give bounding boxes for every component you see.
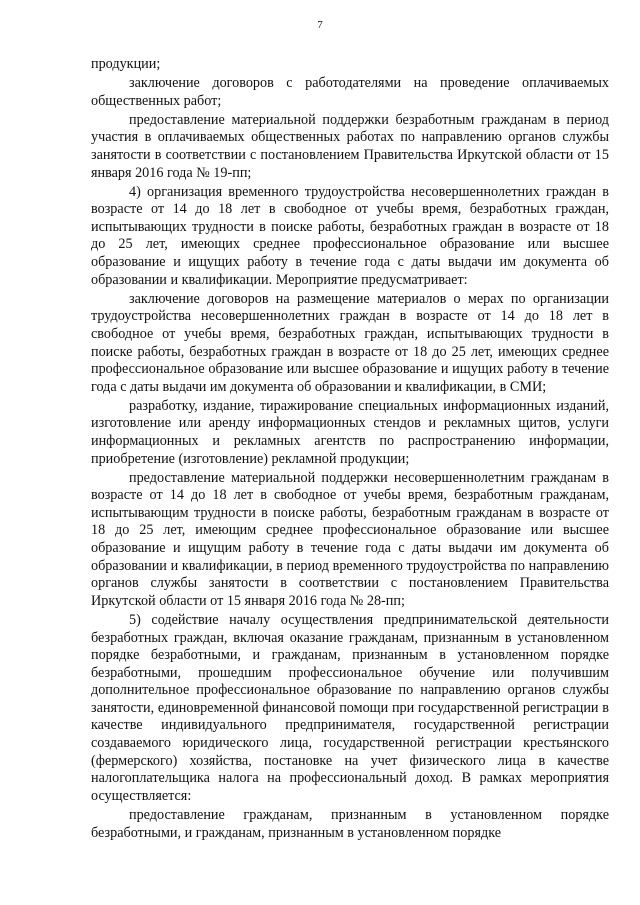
paragraph-products-end: продукции; bbox=[91, 56, 161, 72]
paragraph-material-support-public-works: предоставление материальной поддержки безработным гражданам в период участия в оплачиваемых общественных работах по направлению органов службы занятости в соответствии с постановлением Правительства Иркутской области от 15 января 2016 года № 19-пп; bbox=[91, 111, 609, 181]
paragraph-item-4-temporary-employment: 4) организация временного трудоустройства несовершеннолетних граждан в возрасте от 14 до 18 лет в свободное от учебы время, безработных граждан, испытывающих трудности в поиске работы, безработных граждан в возрасте от 18 до 25 лет, имеющих среднее профессиональное образование или высшее образование и ищущих работу в течение года с даты выдачи им документа об образовании и квалификации. Мероприятие предусматривает: bbox=[91, 183, 609, 288]
document-body bbox=[91, 56, 609, 844]
paragraph-item-5-entrepreneurship: 5) содействие началу осуществления предпринимательской деятельности безработных граждан, включая оказание гражданам, признанным в установленном порядке безработными, и гражданам, признанным в установленном порядке безработными, прошедшим профессиональное обучение или получившим дополнительное профессиональное образование по направлению органов службы занятости, единовременной финансовой помощи при государственной регистрации в качестве индивидуального предпринимателя, государственной регистрации создаваемого юридического лица, государственной регистрации крестьянского (фермерского) хозяйства, постановке на учет физического лица в качестве налогоплательщика налога на профессиональный доход. В рамках мероприятия осуществляется: bbox=[91, 611, 609, 804]
page-number: 7 bbox=[317, 19, 323, 31]
paragraph-media-contracts: заключение договоров на размещение материалов о мерах по организации трудоустройства несовершеннолетних граждан в возрасте от 14 до 18 лет в свободное от учебы время, безработных граждан, испытывающих трудности в поиске работы, безработных граждан в возрасте от 18 до 25 лет, имеющих среднее профессиональное образование или высшее образование и ищущих работу в течение года с даты выдачи им документа об образовании и квалификации, в СМИ; bbox=[91, 290, 609, 395]
paragraph-public-works-contracts: заключение договоров с работодателями на проведение оплачиваемых общественных работ; bbox=[91, 75, 609, 109]
paragraph-financial-assistance: предоставление гражданам, признанным в установленном порядке безработными, и гражданам, признанным в установленном порядке bbox=[91, 806, 609, 841]
paragraph-material-support-minors: предоставление материальной поддержки несовершеннолетним гражданам в возрасте от 14 до 18 лет в свободное от учебы время, безработным гражданам, испытывающим трудности в поиске работы, безработным гражданам в возрасте от 18 до 25 лет, имеющим среднее профессиональное образование или высшее образование и ищущим работу в течение года с даты выдачи им документа об образовании и квалификации, в период временного трудоустройства по направлению органов службы занятости в соответствии с постановлением Правительства Иркутской области от 15 января 2016 года № 28-пп; bbox=[91, 469, 609, 609]
paragraph-information-publications: разработку, издание, тиражирование специальных информационных изданий, изготовление или аренду информационных стендов и рекламных щитов, услуги информационных и рекламных агентств по распространению информации, приобретение (изготовление) рекламной продукции; bbox=[91, 397, 609, 467]
